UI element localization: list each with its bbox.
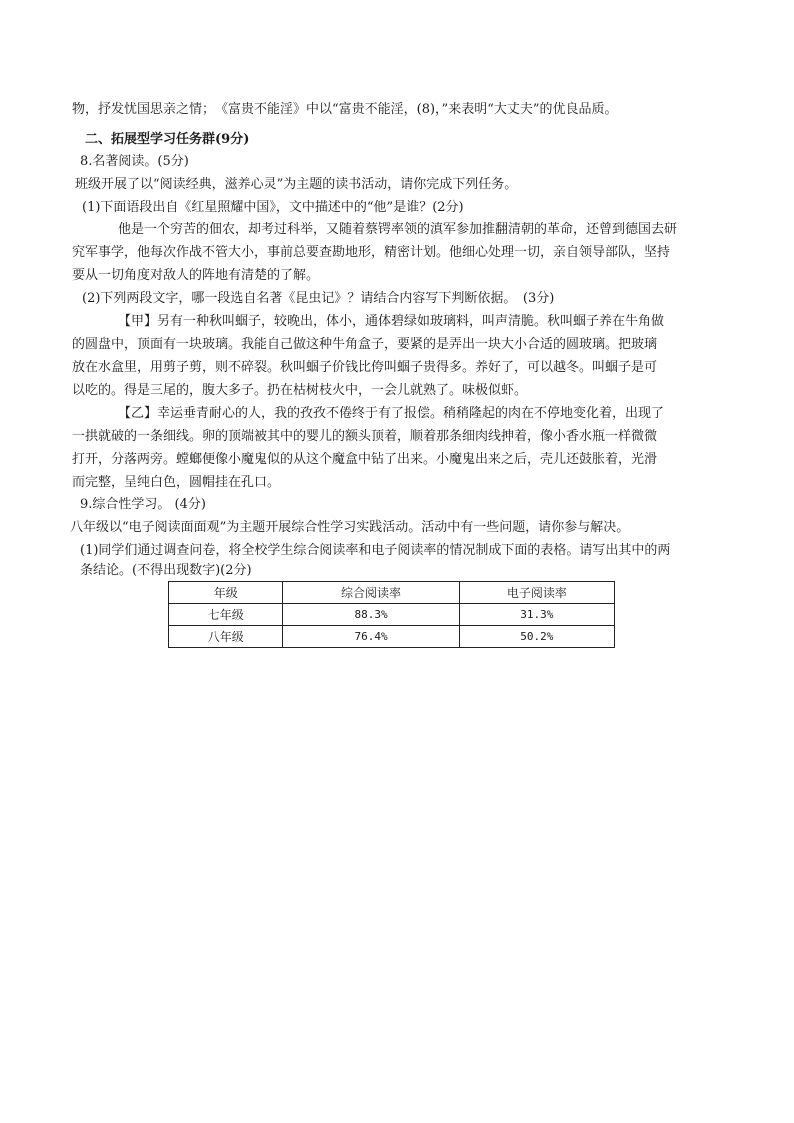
question-8-2: (2)下列两段文字，哪一段选自名著《昆虫记》？请结合内容写下判断依据。 (3分) — [82, 291, 555, 306]
question-9-intro: 八年级以“电子阅读面面观”为主题开展综合性学习实践活动。活动中有一些问题，请你参与解决。 — [70, 520, 630, 535]
text-line: 物，抒发忧国思亲之情； 《富贵不能淫》中以“富贵不能淫，(8)，”来表明“大丈夫”的优良品质。 — [72, 102, 618, 117]
table-cell: 八年级 — [169, 626, 283, 648]
header-grade: 年级 — [169, 582, 283, 604]
question-9-1: (1)同学们通过调查问卷，将全校学生综合阅读率和电子阅读率的情况制成下面的表格。请写出其中的两 — [80, 543, 671, 558]
table-header-row — [169, 582, 615, 604]
passage-line: 要从一切角度对敌人的阵地有清楚的了解。 — [72, 268, 320, 283]
passage-yi-line: 【乙】幸运垂青耐心的人，我的孜孜不倦终于有了报偿。稍稍隆起的肉在不停地变化着，出现了 — [118, 406, 665, 421]
table-cell: 31.3% — [459, 604, 614, 626]
table-cell: 七年级 — [169, 604, 283, 626]
table-cell: 88.3% — [283, 604, 459, 626]
question-8-intro: 班级开展了以“阅读经典，滋养心灵”为主题的读书活动，请你完成下列任务。 — [75, 177, 518, 192]
passage-jia-line: 放在水盒里，用剪子剪，则不碎裂。秋叫蝈子价钱比侉叫蝈子贵得多。养好了，可以越冬。叫蝈子是可 — [72, 360, 658, 375]
passage-yi-line: 打开，分落两旁。螳螂便像小魔鬼似的从这个魔盒中钻了出来。小魔鬼出来之后，壳儿还鼓胀着，光滑 — [72, 452, 658, 467]
question-9-1-cont: 条结论。(不得出现数字)(2分) — [80, 563, 252, 578]
passage-line: 他是一个穷苦的佃农，却考过科举，又随着蔡锷率领的滇军参加推翻清朝的革命，还曾到德国去研 — [118, 222, 678, 237]
table-row — [169, 626, 615, 648]
table-cell: 50.2% — [459, 626, 614, 648]
question-9-title: 9.综合性学习。 (4分) — [80, 497, 206, 512]
table-cell: 76.4% — [283, 626, 459, 648]
passage-jia-line: 以吃的。得是三尾的，腹大多子。扔在枯树枝火中，一会儿就熟了。味极似虾。 — [72, 383, 528, 398]
passage-line: 究军事学，他每次作战不管大小，事前总要查勘地形，精密计划。他细心处理一切，亲自领导部队，坚持 — [72, 245, 671, 260]
table-row — [169, 604, 615, 626]
passage-yi-line: 而完整，呈纯白色，圆帽挂在孔口。 — [72, 475, 281, 490]
section-heading: 二、拓展型学习任务群(9分) — [85, 132, 250, 147]
reading-rate-table — [168, 581, 615, 648]
question-8-title: 8.名著阅读。(5分) — [80, 154, 189, 169]
question-8-1: (1)下面语段出自《红星照耀中国》，文中描述中的“他”是谁？(2分) — [82, 200, 464, 215]
passage-jia-line: 【甲】另有一种秋叫蝈子，较晚出，体小，通体碧绿如玻璃料，叫声清脆。秋叫蝈子养在牛角做 — [118, 314, 665, 329]
passage-yi-line: 一拱就破的一条细线。卵的顶端被其中的婴儿的额头顶着，顺着那条细肉线抻着，像小香水瓶一样微微 — [72, 429, 658, 444]
header-overall-rate: 综合阅读率 — [283, 582, 459, 604]
header-digital-rate: 电子阅读率 — [459, 582, 614, 604]
passage-jia-line: 的圆盘中，顶面有一块玻璃。我能自己做这种牛角盒子，要紧的是弄出一块大小合适的圆玻璃。把玻璃 — [72, 337, 658, 352]
